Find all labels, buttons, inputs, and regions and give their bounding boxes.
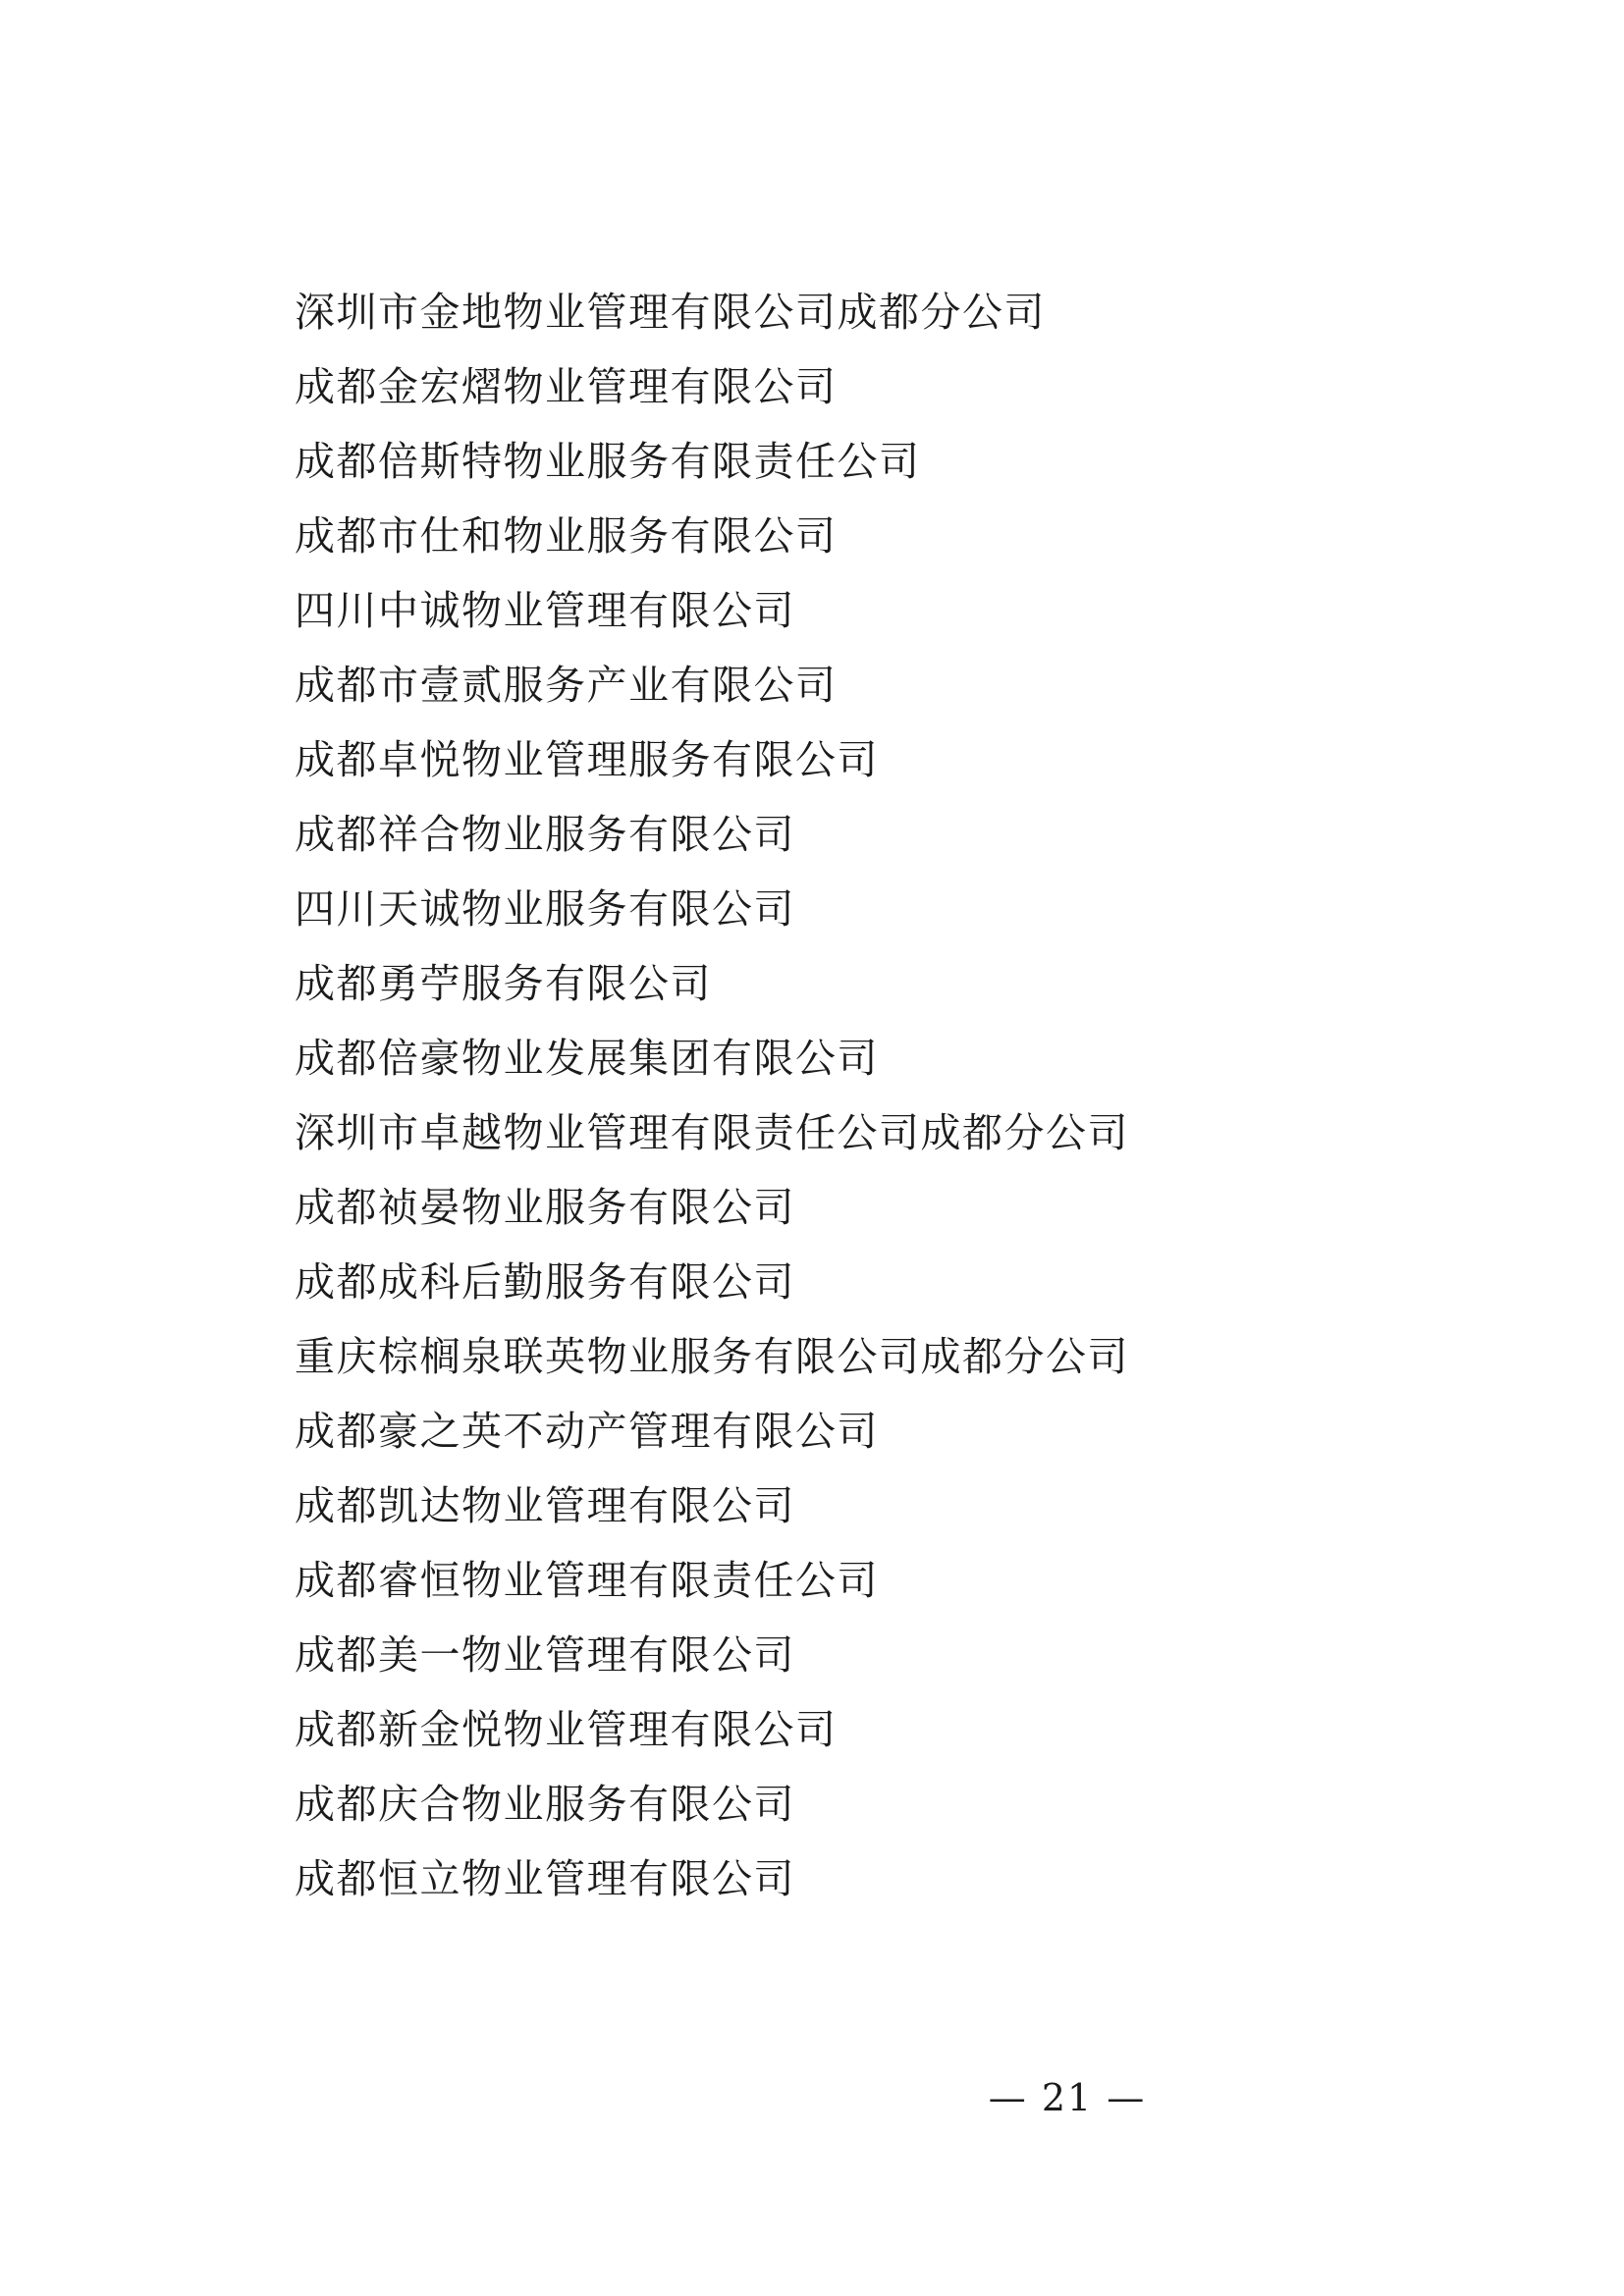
page-footer — [0, 2076, 1624, 2119]
list-item: 成都新金悦物业管理有限公司 — [295, 1706, 838, 1753]
list-item: 成都豪之英不动产管理有限公司 — [295, 1408, 879, 1455]
list-item: 成都祯晏物业服务有限公司 — [295, 1184, 795, 1231]
list-item: 成都美一物业管理有限公司 — [295, 1631, 795, 1679]
list-item: 四川天诚物业服务有限公司 — [295, 885, 795, 933]
list-item: 成都勇苧服务有限公司 — [295, 960, 712, 1007]
list-item: 成都祥合物业服务有限公司 — [295, 811, 795, 858]
list-item: 成都金宏熠物业管理有限公司 — [295, 363, 838, 410]
company-list — [295, 275, 1375, 1916]
list-item: 重庆棕榈泉联英物业服务有限公司成都分公司 — [295, 1333, 1129, 1380]
list-item: 成都庆合物业服务有限公司 — [295, 1781, 795, 1828]
list-item: 成都倍豪物业发展集团有限公司 — [295, 1035, 879, 1082]
list-item: 成都成科后勤服务有限公司 — [295, 1258, 795, 1306]
list-item: 深圳市金地物业管理有限公司成都分公司 — [295, 289, 1046, 336]
page-number: — 21 — — [988, 2076, 1147, 2119]
list-item: 四川中诚物业管理有限公司 — [295, 587, 795, 634]
list-item: 成都卓悦物业管理服务有限公司 — [295, 736, 879, 783]
list-item: 深圳市卓越物业管理有限责任公司成都分公司 — [295, 1109, 1129, 1156]
list-item: 成都市壹贰服务产业有限公司 — [295, 662, 838, 709]
list-item: 成都睿恒物业管理有限责任公司 — [295, 1557, 879, 1604]
list-item: 成都凯达物业管理有限公司 — [295, 1482, 795, 1529]
list-item: 成都倍斯特物业服务有限责任公司 — [295, 438, 921, 485]
list-item: 成都市仕和物业服务有限公司 — [295, 512, 838, 560]
list-item: 成都恒立物业管理有限公司 — [295, 1855, 795, 1902]
